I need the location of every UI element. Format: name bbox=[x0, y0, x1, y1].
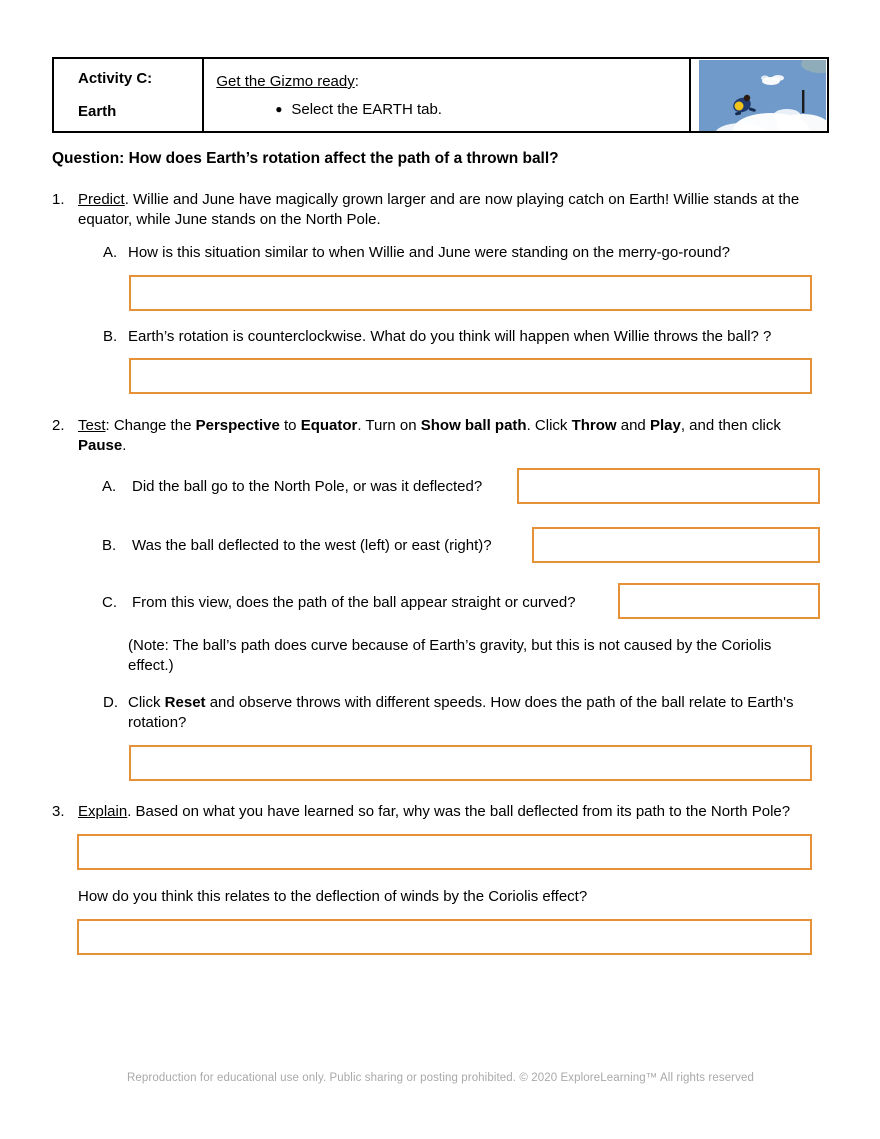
question-2c-text: From this view, does the path of the ball appear straight or curved? bbox=[132, 594, 576, 611]
gizmo-step-item bbox=[216, 101, 680, 118]
gizmo-step-text: Select the EARTH tab. bbox=[291, 101, 442, 118]
note-2c: (Note: The ball’s path does curve because of Earth’s gravity, but this is not caused by the Coriolis effect.) bbox=[128, 637, 772, 674]
item-3-text: Explain. Based on what you have learned so far, why was the ball deflected from its path to the North Pole? bbox=[78, 803, 791, 820]
question-1b-text: Earth’s rotation is counterclockwise. What do you think will happen when Willie throws the ball? ? bbox=[128, 328, 772, 345]
item-1-text: Predict. Willie and June have magically grown larger and are now playing catch on Earth! Willie stands at the equator, while June stands on the North Pole. bbox=[78, 191, 800, 228]
answer-box-1b[interactable] bbox=[129, 358, 812, 394]
question-2b-text: Was the ball deflected to the west (left) or east (right)? bbox=[132, 537, 492, 554]
answer-box-2b[interactable] bbox=[532, 527, 820, 563]
question-2d-text: Click Reset and observe throws with different speeds. How does the path of the ball relate to Earth's rotation? bbox=[128, 694, 794, 731]
question-2b bbox=[102, 536, 542, 556]
bullet-icon: ● bbox=[275, 102, 283, 116]
question-2c bbox=[102, 593, 622, 613]
question-2c-label: C. bbox=[102, 594, 117, 611]
item-3-prompt bbox=[52, 802, 852, 822]
item-3-number: 3. bbox=[52, 803, 65, 820]
gizmo-earth-preview-image bbox=[699, 60, 826, 131]
item-2-prompt bbox=[52, 416, 832, 455]
answer-box-2c[interactable] bbox=[618, 583, 820, 619]
question-1a-label: A. bbox=[103, 244, 118, 261]
copyright-footer: Reproduction for educational use only. Public sharing or posting prohibited. © 2020 ExploreLearning™ All rights reserved bbox=[127, 1072, 754, 1084]
answer-box-2a[interactable] bbox=[517, 468, 820, 504]
ball bbox=[734, 102, 743, 111]
question-1b-label: B. bbox=[103, 328, 118, 345]
question-2a-text: Did the ball go to the North Pole, or was it deflected? bbox=[132, 478, 483, 495]
figure-head bbox=[744, 95, 750, 101]
item-1-number: 1. bbox=[52, 191, 65, 208]
question-1a bbox=[103, 243, 833, 263]
question-2d bbox=[103, 693, 815, 732]
pole-marker bbox=[802, 90, 804, 113]
activity-name: Earth bbox=[78, 103, 117, 120]
preview-image-cell bbox=[691, 59, 827, 131]
activity-cell bbox=[54, 59, 204, 131]
answer-box-3[interactable] bbox=[77, 834, 812, 870]
instructions-cell bbox=[204, 59, 690, 131]
gizmo-ready-table bbox=[52, 57, 829, 133]
activity-label: Activity C: bbox=[78, 70, 153, 87]
question-2b-label: B. bbox=[102, 537, 117, 554]
item-2-text: Test: Change the Perspective to Equator. Turn on Show ball path. Click Throw and Play, and then click Pause. bbox=[78, 417, 781, 454]
item-1-prompt bbox=[52, 190, 832, 229]
question-2a bbox=[102, 477, 522, 497]
question-heading: Question: How does Earth’s rotation affect the path of a thrown ball? bbox=[52, 150, 559, 167]
answer-box-3-winds[interactable] bbox=[77, 919, 812, 955]
item-2-number: 2. bbox=[52, 417, 65, 434]
question-1a-text: How is this situation similar to when Willie and June were standing on the merry-go-round? bbox=[128, 244, 730, 261]
gizmo-ready-heading: Get the Gizmo ready: bbox=[216, 73, 359, 90]
answer-box-2d[interactable] bbox=[129, 745, 812, 781]
question-2d-label: D. bbox=[103, 694, 118, 711]
item-3-followup: How do you think this relates to the deflection of winds by the Coriolis effect? bbox=[78, 888, 588, 905]
question-1b bbox=[103, 327, 833, 347]
question-2a-label: A. bbox=[102, 478, 117, 495]
answer-box-1a[interactable] bbox=[129, 275, 812, 311]
